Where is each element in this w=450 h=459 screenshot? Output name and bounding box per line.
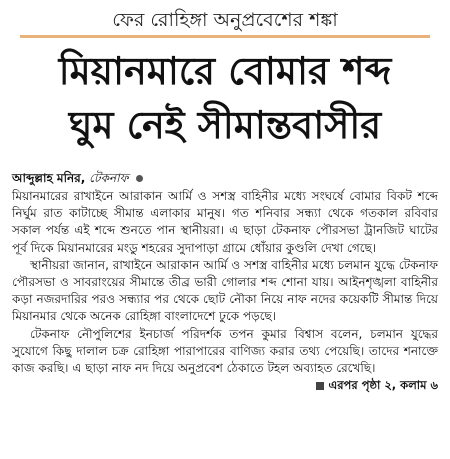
paragraph-2: স্থানীয়রা জানান, রাখাইনে আরাকান আর্মি ও সশস্ত্র বাহিনীর মধ্যে চলমান যুদ্ধে টেকনাফ পৌরসভা ও সাবরাংয়ের সীমান্তে তীব্র ভারী গোলার শব্দ শোনা যায়। আইনশৃঙ্খলা বাহিনীর কড়া নজরদারির পরও সন্ধ্যার পর থেকে ছোট নৌকা নিয়ে নাফ নদের কয়েকটি সীমান্ত দিয়ে মিয়ানমার থেকে অনেক রোহিঙ্গা বাংলাদেশে ঢুকে পড়ছে। — [12, 257, 438, 324]
kicker-underline — [20, 35, 430, 38]
main-headline — [12, 44, 438, 152]
continued-on-note — [298, 377, 438, 394]
article-body — [12, 188, 438, 393]
headline-line-2: ঘুম নেই সীমান্তবাসীর — [68, 102, 382, 147]
byline-location: টেকনাফ — [89, 171, 129, 185]
paragraph-1: মিয়ানমারের রাখাইনে আরাকান আর্মি ও সশস্ত্র বাহিনীর মধ্যে সংঘর্ষে বোমার বিকট শব্দে নির্ঘুম রাত কাটাচ্ছে সীমান্ত এলাকার মানুষ। গত শনিবার সন্ধ্যা থেকে গতকাল রবিবার সকাল পর্যন্ত এই শব্দে শুনতে পান স্থানীয়রা। এ ছাড়া টেকনাফ পৌরসভা ট্রানজিট ঘাটের পূর্ব দিকে মিয়ানমারের মংডু শহরের সুদাপাড়া গ্রামে ধোঁয়ার কুণ্ডলি দেখা গেছে। — [12, 189, 438, 255]
byline-author: আব্দুল্লাহ মনির, — [12, 171, 86, 185]
byline — [12, 170, 438, 187]
headline-line-1: মিয়ানমারে বোমার শব্দ — [58, 48, 392, 93]
kicker-headline: ফের রোহিঙ্গা অনুপ্রবেশের শঙ্কা — [112, 9, 338, 31]
continued-on-label: এরপর পৃষ্ঠা ২, কলাম ৬ — [328, 378, 438, 393]
paragraph-3 — [12, 326, 438, 393]
square-bullet-icon — [316, 382, 324, 390]
bullet-icon — [136, 175, 143, 182]
paragraph-3-text: টেকনাফ নৌপুলিশের ইনচার্জ পরিদর্শক তপন কুমার বিশ্বাস বলেন, চলমান যুদ্ধের সুযোগে কিছু দালাল চক্র রোহিঙ্গা পারাপারের বাণিজ্য করার তথ্য পেয়েছি। তাদের শনাক্তে কাজ করছি। এ ছাড়া নাফ নদ দিয়ে অনুপ্রবেশ ঠেকাতে টহল অব্যাহত রেখেছি। — [12, 326, 438, 376]
news-clipping — [0, 6, 450, 459]
